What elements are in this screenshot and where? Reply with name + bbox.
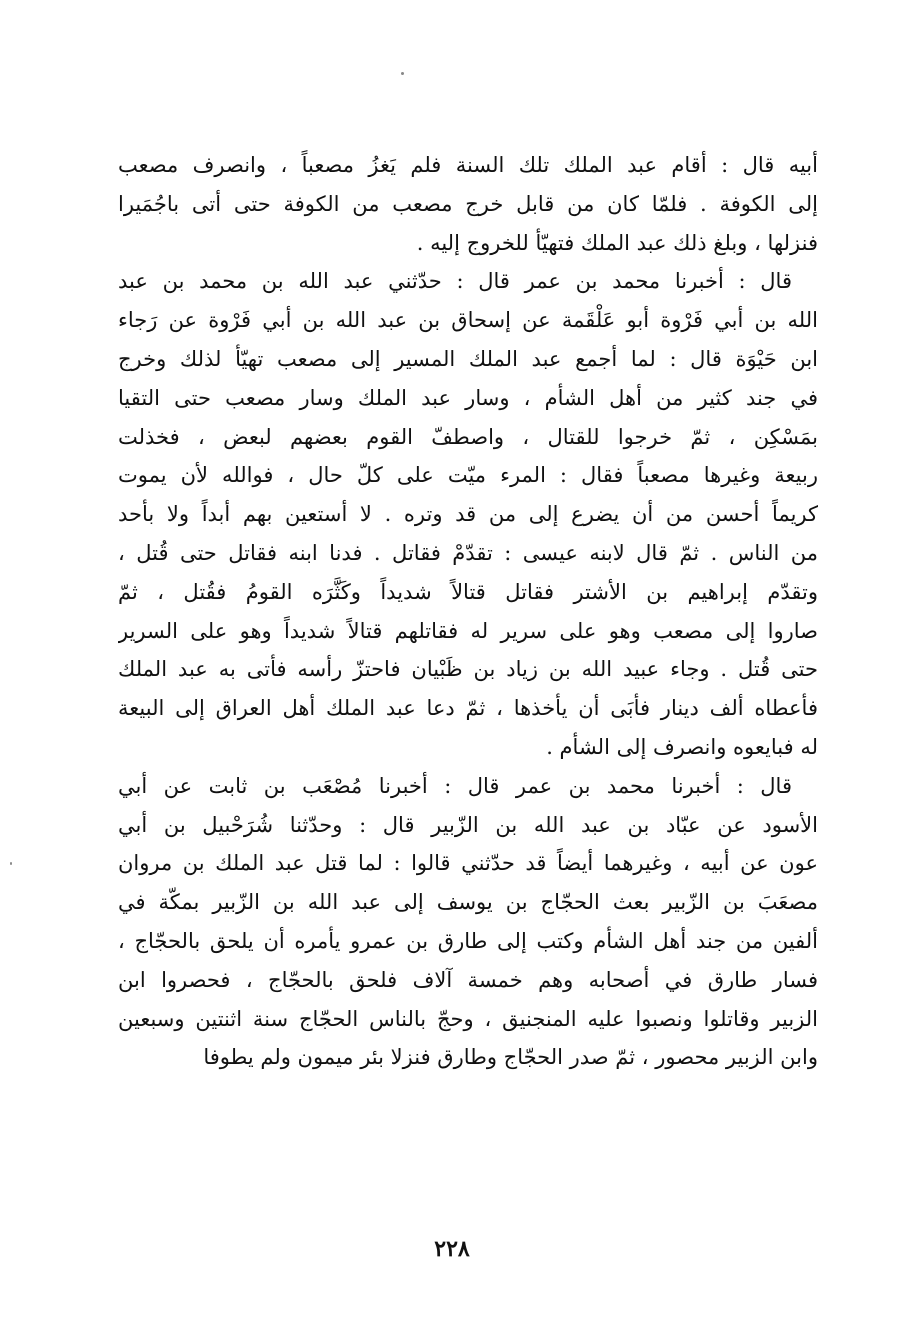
text-line: الله بن أبي فَرْوة أبو عَلْقَمة عن إسحاق بن عبد الله بن أبي فَرْوة عن رَجاء <box>118 308 818 333</box>
text-line: صاروا إلى مصعب وهو على سرير له فقاتلهم قتالاً شديداً وهو على السرير <box>118 618 818 643</box>
text-line: وابن الزبير محصور ، ثمّ صدر الحجّاج وطارق فنزلا بئر ميمون ولم يطوفا <box>203 1045 818 1070</box>
text-line: فنزلها ، وبلغ ذلك عبد الملك فتهيّأ للخروج إليه . <box>416 230 818 255</box>
text-line: مصعَبَ بن الزّبير بعث الحجّاج بن يوسف إلى عبد الله بن الزّبير بمكّة في <box>118 890 818 915</box>
text-line: قال : أخبرنا محمد بن عمر قال : أخبرنا مُصْعَب بن ثابت عن أبي <box>118 773 792 798</box>
text-line: ربيعة وغيرها مصعباً فقال : المرء ميّت على كلّ حال ، فوالله لأن يموت <box>118 463 818 488</box>
body-text <box>118 146 818 1077</box>
text-line: كريماً أحسن من أن يضرع إلى من قد وتره . لا أستعين بهم أبداً ولا بأحد <box>118 502 818 527</box>
page-number: ٢٢٨ <box>434 1236 470 1262</box>
text-line: ابن حَيْوَة قال : لما أجمع عبد الملك المسير إلى مصعب تهيّأ لذلك وخرج <box>118 346 818 371</box>
text-line: الأسود عن عبّاد بن عبد الله بن الزّبير قال : وحدّثنا شُرَحْبيل بن أبي <box>118 812 818 837</box>
text-line: فسار طارق في أصحابه وهم خمسة آلاف فلحق بالحجّاج ، فحصروا ابن <box>118 967 818 992</box>
text-line: إلى الكوفة . فلمّا كان من قابل خرج مصعب من الكوفة حتى أتى باجُمَيرا <box>118 191 818 216</box>
text-line: الزبير وقاتلوا ونصبوا عليه المنجنيق ، وحجّ بالناس الحجّاج سنة اثنتين وسبعين <box>118 1006 818 1031</box>
text-line: قال : أخبرنا محمد بن عمر قال : حدّثني عبد الله بن محمد بن عبد <box>118 269 792 294</box>
scan-speck <box>401 72 404 75</box>
scan-speck <box>10 862 12 865</box>
text-line: عون عن أبيه ، وغيرهما أيضاً قد حدّثني قالوا : لما قتل عبد الملك بن مروان <box>118 851 818 876</box>
text-line: من الناس . ثمّ قال لابنه عيسى : تقدّمْ فقاتل . فدنا ابنه فقاتل حتى قُتل ، <box>118 540 818 565</box>
text-line: بمَسْكِن ، ثمّ خرجوا للقتال ، واصطفّ القوم بعضهم لبعض ، فخذلت <box>118 424 818 449</box>
text-line: أبيه قال : أقام عبد الملك تلك السنة فلم يَغزُ مصعباً ، وانصرف مصعب <box>118 153 818 177</box>
text-line: في جند كثير من أهل الشأم ، وسار عبد الملك وسار مصعب حتى التقيا <box>118 385 818 410</box>
text-line: ألفين من جند أهل الشأم وكتب إلى طارق بن عمرو يأمره أن يلحق بالحجّاج ، <box>118 928 818 953</box>
text-line: حتى قُتل . وجاء عبيد الله بن زياد بن ظَبْيان فاحتزّ رأسه فأتى به عبد الملك <box>118 657 818 682</box>
text-line: له فبايعوه وانصرف إلى الشأم . <box>546 734 818 759</box>
text-line: فأعطاه ألف دينار فأبَى أن يأخذها ، ثمّ دعا عبد الملك أهل العراق إلى البيعة <box>118 696 818 721</box>
text-line: وتقدّم إبراهيم بن الأشتر فقاتل قتالاً شديداً وكَثَّرَه القومُ فقُتل ، ثمّ <box>118 579 818 604</box>
